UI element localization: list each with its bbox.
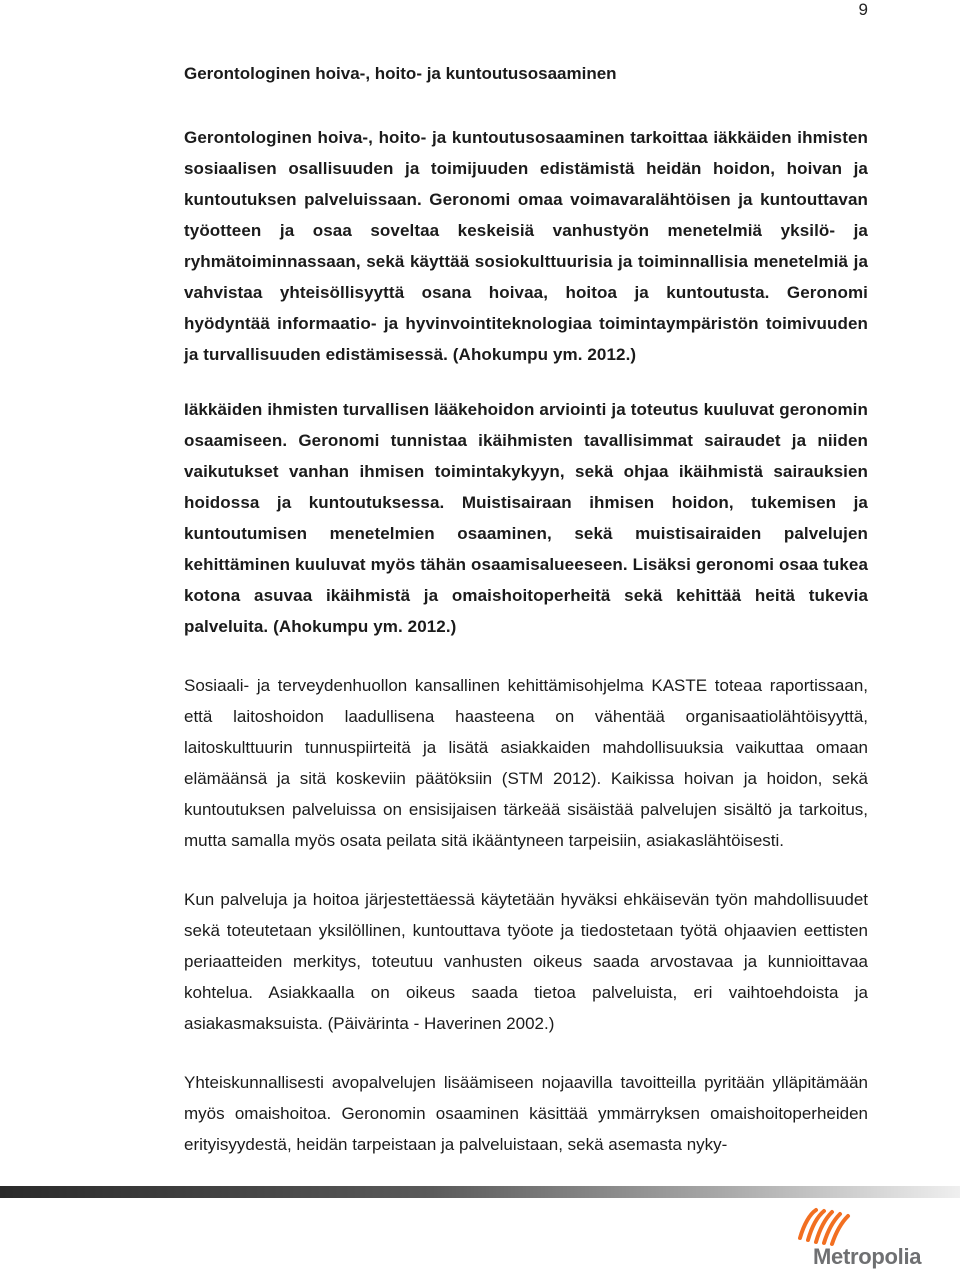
paragraph-4: Kun palveluja ja hoitoa järjestettäessä käytetään hyväksi ehkäisevän työn mahdollisuudet sekä toteutetaan yksilöllinen, kuntouttava työote ja tiedostetaan työtä ohjaavien eettisten periaatteiden merkitys, toteutuu vanhusten oikeus saada arvostavaa ja kunnioittavaa kohtelua. Asiakkaalla on oikeus saada tietoa palveluista, eri vaihtoehdoista ja asiakasmaksuista. (Päivärinta - Haverinen 2002.) bbox=[184, 890, 868, 1033]
footer-gradient-bar bbox=[0, 1186, 960, 1198]
paragraph-1: Gerontologinen hoiva-, hoito- ja kuntoutusosaaminen tarkoittaa iäkkäiden ihmisten sosiaalisen osallisuuden ja toimijuuden edistämistä heidän hoidon, hoivan ja kuntoutuksen palveluissaan. Geronomi omaa voimavaralähtöisen ja kuntouttavan työotteen ja osaa soveltaa keskeisiä vanhustyön menetelmiä yksilö- ja ryhmätoiminnassaan, sekä käyttää sosiokulttuurisia ja toiminnallisia menetelmiä ja vahvistaa yhteisöllisyyttä osana hoivaa, hoitoa ja kuntoutusta. Geronomi hyödyntää informaatio- ja hyvinvointiteknologiaa toimintaympäristön toimivuuden ja turvallisuuden edistämisessä. (Ahokumpu ym. 2012.) bbox=[184, 128, 868, 364]
section-heading: Gerontologinen hoiva-, hoito- ja kuntoutusosaaminen bbox=[184, 64, 617, 83]
paragraph-3: Sosiaali- ja terveydenhuollon kansallinen kehittämisohjelma KASTE toteaa raportissaan, että laitoshoidon laadullisena haasteena on vähentää organisaatiolähtöisyyttä, laitoskulttuurin tunnuspiirteitä ja lisätä asiakkaiden mahdollisuuksia vaikuttaa omaan elämäänsä ja sitä koskeviin päätöksiin (STM 2012). Kaikissa hoivan ja hoidon, sekä kuntoutuksen palveluissa on ensisijaisen tärkeää sisäistää palvelujen sisältö ja tarkoitus, mutta samalla myös osata peilata sitä ikääntyneen tarpeisiin, asiakaslähtöisesti. bbox=[184, 676, 868, 850]
metropolia-logo-text: Metropolia bbox=[813, 1244, 922, 1269]
paragraph-2: Iäkkäiden ihmisten turvallisen lääkehoidon arviointi ja toteutus kuuluvat geronomin osaamiseen. Geronomi tunnistaa ikäihmisten tavallisimmat sairaudet ja niiden vaikutukset vanhan ihmisen toimintakykyyn, sekä ohjaa ikäihmistä sairauksien hoidossa ja kuntoutuksessa. Muistisairaan ihmisen hoidon, tukemisen ja kuntoutumisen menetelmien osaaminen, sekä muistisairaiden palvelujen kehittäminen kuuluvat myös tähän osaamisalueeseen. Lisäksi geronomi osaa tukea kotona asuvaa ikäihmistä ja omaishoitoperheitä sekä kehittää heitä tukevia palveluita. (Ahokumpu ym. 2012.) bbox=[184, 400, 868, 636]
page-number: 9 bbox=[858, 0, 868, 19]
document-body bbox=[184, 62, 868, 1160]
paragraph-5: Yhteiskunnallisesti avopalvelujen lisäämiseen nojaavilla tavoitteilla pyritään ylläpitämään myös omaishoitoa. Geronomin osaaminen käsittää ymmärryksen omaishoitoperheiden erityisyydestä, heidän tarpeistaan ja palveluistaan, sekä asemasta nyky- bbox=[184, 1073, 868, 1154]
